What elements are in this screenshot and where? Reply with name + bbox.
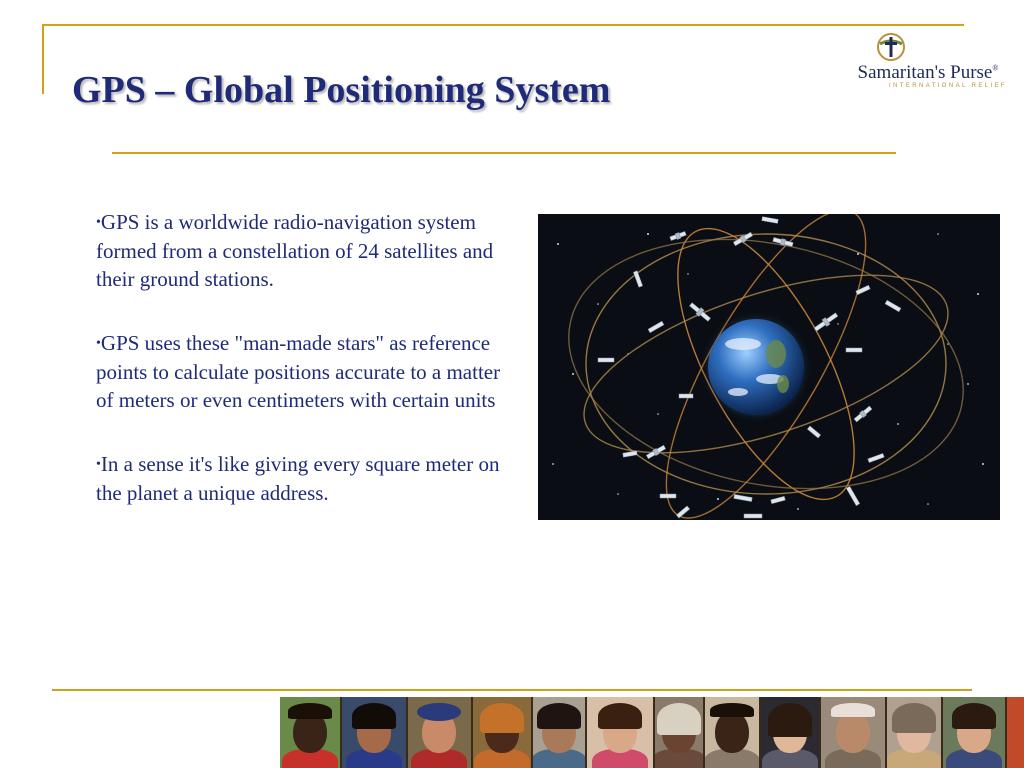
frame-left-line [42,24,44,94]
portrait-photo [705,697,761,768]
bullet-text: In a sense it's like giving every square meter on the planet a unique address. [96,452,500,505]
portrait-photo [761,697,821,768]
registered-mark: ® [992,63,999,73]
bullet-list [96,208,520,543]
bullet-text: GPS is a worldwide radio-navigation system formed from a constellation of 24 satellites and their ground stations. [96,210,494,291]
portrait-photo [280,697,342,768]
portrait-photo [473,697,533,768]
children-photo-strip [280,697,1024,768]
cross-globe-icon [876,32,906,62]
portrait-photo [533,697,587,768]
bullet-item [96,208,520,293]
bullet-marker: • [96,215,101,230]
portrait-photo [1007,697,1024,768]
slide-title: GPS – Global Positioning System [72,69,611,111]
logo-subtitle: INTERNATIONAL RELIEF [888,83,1007,89]
portrait-photo [342,697,408,768]
bullet-item [96,450,520,507]
portrait-photo [887,697,943,768]
footer-rule [52,689,972,691]
bullet-text: GPS uses these "man-made stars" as reference points to calculate positions accurate to a matter of meters or even centimeters with certain units [96,331,501,412]
portrait-photo [821,697,887,768]
portrait-photo [408,697,474,768]
earth-globe [708,319,804,415]
portrait-photo [587,697,655,768]
frame-top-line [42,24,964,26]
bullet-item [96,329,520,414]
gps-constellation-image [538,214,1000,520]
bullet-marker: • [96,336,101,351]
portrait-photo [943,697,1007,768]
title-underline [112,152,896,154]
satellite-orbits-illustration [538,214,1000,520]
portrait-photo [655,697,705,768]
bullet-marker: • [96,457,101,472]
samaritans-purse-logo [848,30,1008,92]
logo-name: Samaritan's Purse [857,62,993,83]
